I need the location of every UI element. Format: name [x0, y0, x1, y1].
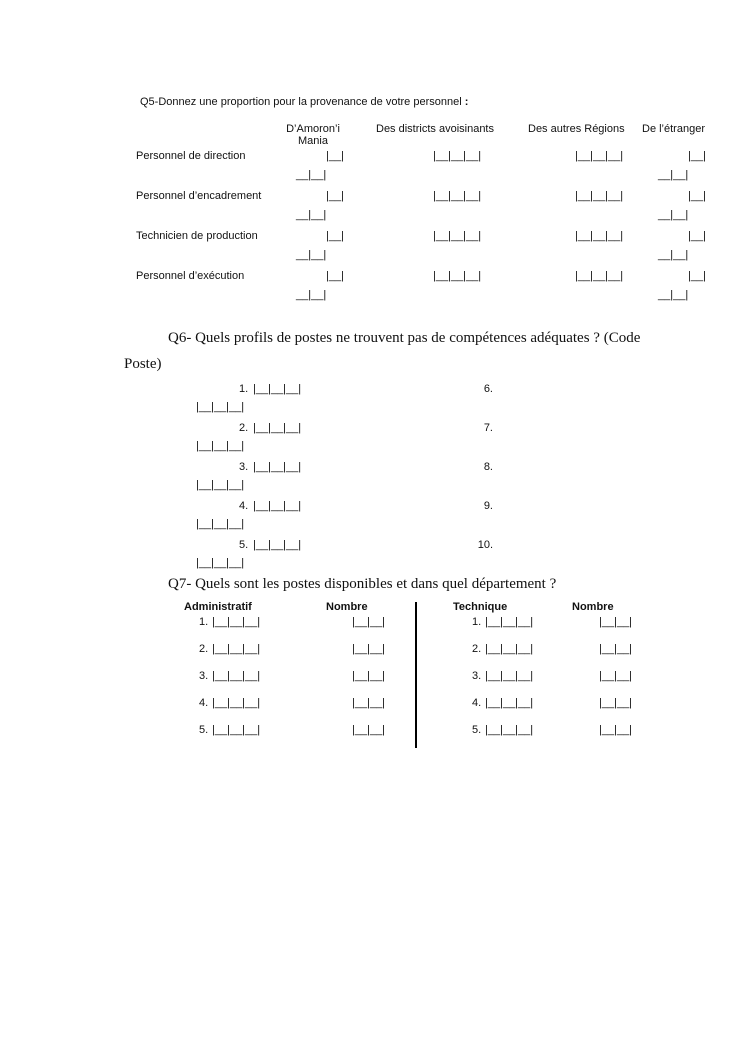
q6-question-line2: Poste): [124, 356, 162, 372]
q5-row-label: Personnel de direction: [136, 150, 246, 162]
q5-field-amoron[interactable]: |__|: [326, 270, 344, 282]
q5-field-etranger-cont[interactable]: __|__|: [658, 169, 689, 181]
q5-field-amoron[interactable]: |__|: [326, 230, 344, 242]
q7-tech-code-field[interactable]: |__|__|__|: [485, 724, 534, 736]
q6-item-code-cont[interactable]: |__|__|__|: [196, 557, 245, 569]
q7-header-nombre-right: Nombre: [572, 601, 614, 613]
q5-field-districts[interactable]: |__|__|__|: [433, 230, 482, 242]
q7-admin-count-field[interactable]: |__|__|: [352, 697, 386, 709]
q5-col-amoron-header: [278, 123, 348, 147]
q6-item-code-field[interactable]: |__|__|__|: [253, 500, 302, 512]
q7-admin-code-field[interactable]: |__|__|__|: [212, 697, 261, 709]
q7-tech-code-field[interactable]: |__|__|__|: [485, 616, 534, 628]
q7-admin-number: 4.: [199, 697, 209, 709]
q7-tech-number: 2.: [472, 643, 482, 655]
q7-admin-number: 2.: [199, 643, 209, 655]
q7-admin-number: 3.: [199, 670, 209, 682]
q7-tech-code-field[interactable]: |__|__|__|: [485, 670, 534, 682]
q5-field-regions[interactable]: |__|__|__|: [575, 150, 624, 162]
q5-title-colon: :: [464, 96, 469, 108]
q5-col-amoron-line2: Mania: [298, 135, 328, 147]
q7-tech-count-field[interactable]: |__|__|: [599, 724, 633, 736]
q5-field-districts[interactable]: |__|__|__|: [433, 270, 482, 282]
q5-field-regions[interactable]: |__|__|__|: [575, 270, 624, 282]
q7-admin-number: 5.: [199, 724, 209, 736]
q6-item-code-field[interactable]: |__|__|__|: [253, 461, 302, 473]
q6-item-code-cont[interactable]: |__|__|__|: [196, 401, 245, 413]
q5-field-etranger[interactable]: |__|: [688, 230, 706, 242]
q5-field-etranger-cont[interactable]: __|__|: [658, 249, 689, 261]
q7-header-nombre-left: Nombre: [326, 601, 368, 613]
q5-field-regions[interactable]: |__|__|__|: [575, 190, 624, 202]
q7-tech-code-field[interactable]: |__|__|__|: [485, 643, 534, 655]
q5-title: [140, 96, 468, 108]
q7-tech-number: 1.: [472, 616, 482, 628]
q7-tech-code-field[interactable]: |__|__|__|: [485, 697, 534, 709]
q7-header-administratif: Administratif: [184, 601, 252, 613]
q5-title-text: Q5-Donnez une proportion pour la provenance de votre personnel: [140, 96, 462, 108]
q7-tech-number: 5.: [472, 724, 482, 736]
q5-row-label: Personnel d’exécution: [136, 270, 245, 282]
q6-item-number-right: 10.: [477, 539, 493, 551]
q7-tech-count-field[interactable]: |__|__|: [599, 643, 633, 655]
q6-item-code-field[interactable]: |__|__|__|: [253, 539, 302, 551]
q5-field-amoron-cont[interactable]: __|__|: [296, 169, 327, 181]
q5-field-etranger[interactable]: |__|: [688, 150, 706, 162]
q5-field-districts[interactable]: |__|__|__|: [433, 190, 482, 202]
q5-field-regions[interactable]: |__|__|__|: [575, 230, 624, 242]
q5-col-regions-header: Des autres Régions: [528, 123, 625, 135]
q6-item-number: 4.: [239, 500, 249, 512]
q6-item-number-right: 9.: [483, 500, 493, 512]
q7-admin-code-field[interactable]: |__|__|__|: [212, 670, 261, 682]
q6-item-number: 1.: [239, 383, 249, 395]
q6-item-number: 2.: [239, 422, 249, 434]
q5-col-amoron-line1: D’Amoron’i: [286, 123, 340, 135]
q5-field-etranger[interactable]: |__|: [688, 270, 706, 282]
q7-tech-count-field[interactable]: |__|__|: [599, 670, 633, 682]
q7-question: Q7- Quels sont les postes disponibles et dans quel département ?: [168, 576, 557, 592]
q6-item-code-cont[interactable]: |__|__|__|: [196, 440, 245, 452]
q5-field-amoron-cont[interactable]: __|__|: [296, 249, 327, 261]
q5-field-districts[interactable]: |__|__|__|: [433, 150, 482, 162]
q6-item-number-right: 7.: [483, 422, 493, 434]
q5-field-amoron[interactable]: |__|: [326, 190, 344, 202]
q7-header-technique: Technique: [453, 601, 508, 613]
q6-item-number-right: 6.: [483, 383, 493, 395]
q7-admin-number: 1.: [199, 616, 209, 628]
q7-column-divider: [415, 602, 417, 748]
q7-admin-count-field[interactable]: |__|__|: [352, 643, 386, 655]
q7-tech-count-field[interactable]: |__|__|: [599, 697, 633, 709]
q7-admin-code-field[interactable]: |__|__|__|: [212, 643, 261, 655]
q7-admin-count-field[interactable]: |__|__|: [352, 724, 386, 736]
q7-admin-code-field[interactable]: |__|__|__|: [212, 616, 261, 628]
q5-field-amoron-cont[interactable]: __|__|: [296, 289, 327, 301]
q7-admin-code-field[interactable]: |__|__|__|: [212, 724, 261, 736]
q6-item-number: 5.: [239, 539, 249, 551]
q5-col-etranger-header: De l’étranger: [642, 123, 705, 135]
q7-admin-count-field[interactable]: |__|__|: [352, 670, 386, 682]
q7-tech-count-field[interactable]: |__|__|: [599, 616, 633, 628]
q6-item-code-cont[interactable]: |__|__|__|: [196, 518, 245, 530]
q6-item-code-field[interactable]: |__|__|__|: [253, 422, 302, 434]
q5-field-etranger[interactable]: |__|: [688, 190, 706, 202]
q5-col-districts-header: Des districts avoisinants: [376, 123, 494, 135]
q6-question-line1: Q6- Quels profils de postes ne trouvent pas de compétences adéquates ? (Code: [168, 330, 641, 346]
q5-row-label: Technicien de production: [136, 230, 258, 242]
q5-row-label: Personnel d’encadrement: [136, 190, 262, 202]
q6-item-code-field[interactable]: |__|__|__|: [253, 383, 302, 395]
q6-item-number-right: 8.: [483, 461, 493, 473]
q6-item-number: 3.: [239, 461, 249, 473]
q5-field-amoron-cont[interactable]: __|__|: [296, 209, 327, 221]
q5-field-etranger-cont[interactable]: __|__|: [658, 209, 689, 221]
q7-tech-number: 3.: [472, 670, 482, 682]
q5-field-etranger-cont[interactable]: __|__|: [658, 289, 689, 301]
q7-admin-count-field[interactable]: |__|__|: [352, 616, 386, 628]
q5-field-amoron[interactable]: |__|: [326, 150, 344, 162]
q6-item-code-cont[interactable]: |__|__|__|: [196, 479, 245, 491]
q7-tech-number: 4.: [472, 697, 482, 709]
